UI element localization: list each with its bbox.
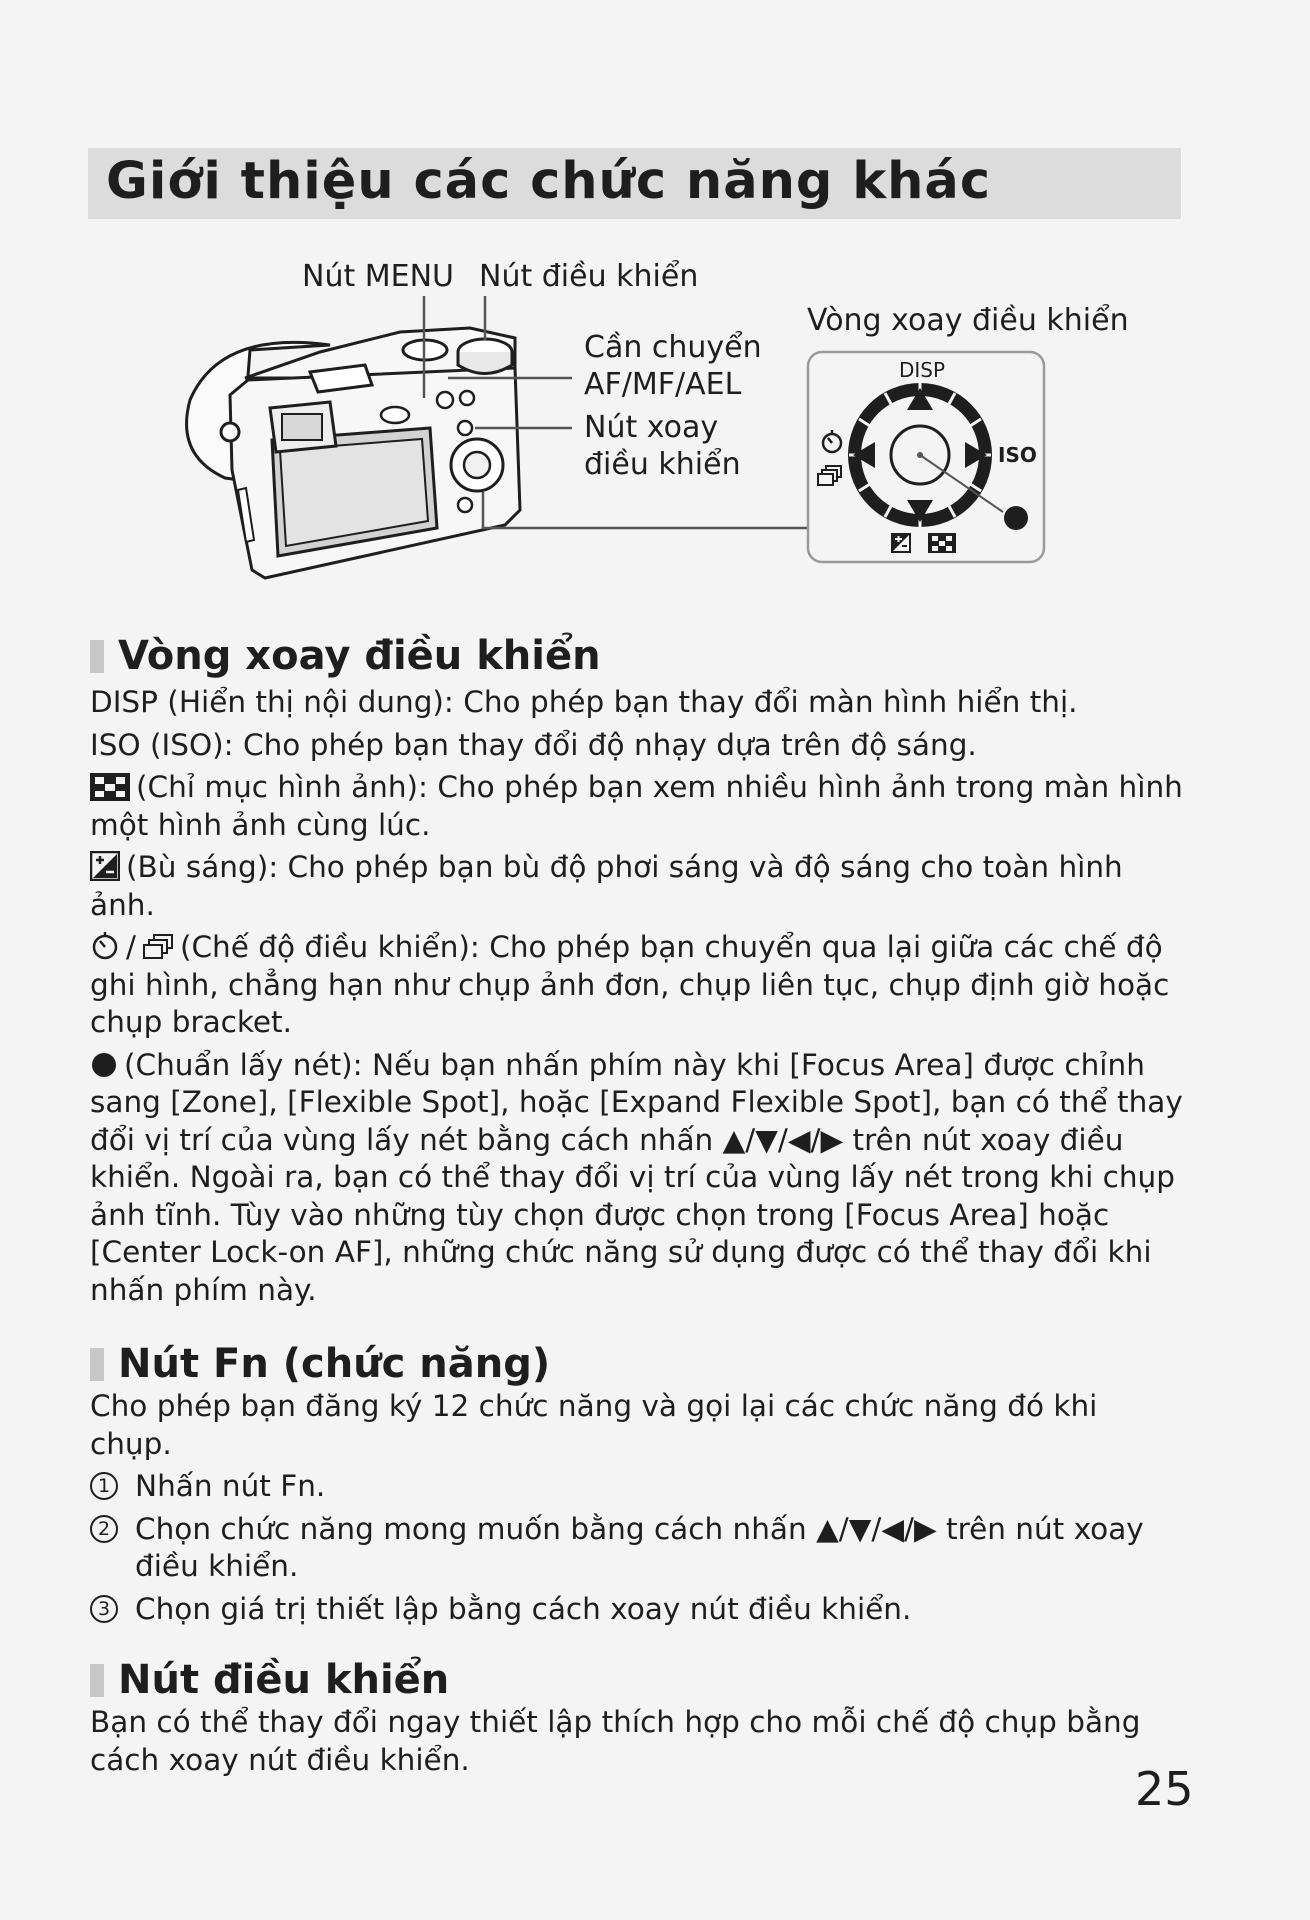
image-index-icon <box>928 533 956 553</box>
page-number: 25 <box>1135 1762 1194 1816</box>
fn-step-2 <box>90 1511 1185 1586</box>
section-heading: Vòng xoay điều khiển <box>90 632 1185 680</box>
step-text: Chọn chức năng mong muốn bằng cách nhấn ▲/▼/◀/▶ trên nút xoay điều khiển. <box>135 1511 1144 1583</box>
section-control-dial <box>90 1656 1185 1784</box>
index-description <box>90 769 1185 844</box>
disp-description: DISP (Hiển thị nội dung): Cho phép bạn thay đổi màn hình hiển thị. <box>90 685 1078 719</box>
focus-text: (Chuẩn lấy nét): Nếu bạn nhấn phím này khi [Focus Area] được chỉnh sang [Zone], [Flexible Spot], hoặc [Expand Flexible Spot], bạn có thể thay đổi vị trí của vùng lấy nét bằng cách nhấn ▲/▼/◀/▶ trên nút xoay điều khiển. Ngoài ra, bạn có thể thay đổi vị trí của vùng lấy nét trong khi chụp ảnh tĩnh. Tùy vào những tùy chọn được chọn trong [Focus Area] hoặc [Center Lock-on AF], những chức năng sử dụng được có thể thay đổi khi nhấn phím này. <box>90 1047 1183 1307</box>
drive-description <box>90 929 1185 1042</box>
focus-standard-icon <box>1004 506 1028 530</box>
exposure-description <box>90 849 1185 924</box>
continuous-shooting-icon <box>142 933 174 961</box>
control-wheel-label-line1: Nút xoay <box>584 410 719 445</box>
iso-label: ISO <box>998 443 1037 467</box>
disp-label: DISP <box>899 358 946 382</box>
iso-description: ISO (ISO): Cho phép bạn thay đổi độ nhạy dựa trên độ sáng. <box>90 727 977 762</box>
index-text: (Chỉ mục hình ảnh): Cho phép bạn xem nhiều hình ảnh trong màn hình một hình ảnh cùng lúc. <box>90 770 1183 842</box>
page-title: Giới thiệu các chức năng khác <box>106 152 992 211</box>
control-dial-label: Nút điều khiển <box>479 259 699 294</box>
fn-step-3 <box>90 1591 1185 1629</box>
fn-step-1 <box>90 1468 1185 1506</box>
image-index-icon <box>90 773 130 801</box>
step-text: Nhấn nút Fn. <box>135 1469 326 1503</box>
fn-intro: Cho phép bạn đăng ký 12 chức năng và gọi lại các chức năng đó khi chụp. <box>90 1389 1098 1461</box>
step-number-icon: 1 <box>90 1472 118 1500</box>
lever-label-line1: Cần chuyển <box>584 330 762 365</box>
menu-button-label: Nút MENU <box>302 259 454 294</box>
control-dial-text: Bạn có thể thay đổi ngay thiết lập thích hợp cho mỗi chế độ chụp bằng cách xoay nút điều khiển. <box>90 1705 1141 1777</box>
exposure-text: (Bù sáng): Cho phép bạn bù độ phơi sáng và độ sáng cho toàn hình ảnh. <box>90 850 1123 922</box>
camera-figure <box>0 0 1310 600</box>
exposure-compensation-icon <box>891 533 911 553</box>
exposure-compensation-icon <box>90 851 120 881</box>
step-number-icon: 3 <box>90 1595 118 1623</box>
slash-separator: / <box>126 930 136 964</box>
self-timer-icon <box>90 931 120 961</box>
step-number-icon: 2 <box>90 1515 118 1543</box>
drive-text: (Chế độ điều khiển): Cho phép bạn chuyển qua lại giữa các chế độ ghi hình, chẳng hạn như chụp ảnh đơn, chụp liên tục, chụp định giờ hoặc chụp bracket. <box>90 930 1170 1039</box>
section-control-wheel <box>90 632 1185 1314</box>
section-fn-button <box>90 1340 1185 1633</box>
control-wheel-label-line2: điều khiển <box>584 447 741 482</box>
section-heading: Nút Fn (chức năng) <box>90 1340 1185 1388</box>
step-text: Chọn giá trị thiết lập bằng cách xoay nút điều khiển. <box>135 1591 912 1626</box>
focus-description <box>90 1047 1185 1310</box>
section-heading: Nút điều khiển <box>90 1656 1185 1704</box>
wheel-title-label: Vòng xoay điều khiển <box>807 303 1129 338</box>
lever-label-line2: AF/MF/AEL <box>584 367 742 402</box>
focus-standard-icon <box>90 1051 118 1079</box>
